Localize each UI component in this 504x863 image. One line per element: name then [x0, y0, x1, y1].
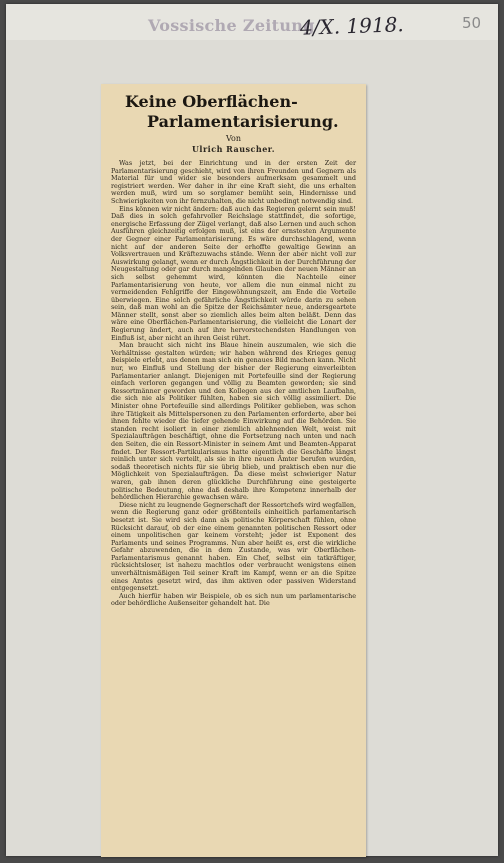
paragraph-3: Man braucht sich nicht ins Blaue hinein auszumalen, wie sich die Verhältnisse gestalten würden; wir haben während des Krieges genug Beispiele erlebt, aus denen man sich ein genaues Bild machen kann. Nicht nur, wo Einfluß und Stellung der bisher der Regierung einverleibten Parlamentarier anlangt. Diejenigen mit Portefeuille sind der Regierung einfach verloren gegangen und völlig zu Beamten geworden; sie sind Ressortmänner geworden und den Kollegen aus der amtlichen Laufbahn, die sich nie als Politiker fühlten, haben sie sich völlig assimiliert. Die Minister ohne Portefeuille sind allerdings Politiker geblieben, was schon ihre Tätigkeit als Mittelspersonen zu den Parlamenten erforderte, aber bei ihnen fehlte wieder die tiefer gehende Einwirkung auf die Behörden. Sie standen recht isoliert in einer ziemlich ablehnenden Welt, weist mit Spezialaufträgen beschäftigt, ohne die Fortsetzung nach unten und nach den Seiten, die ein Ressort-Minister in seinem Amt und Beamten-Apparat findet. Der Ressort-Partikularismus hatte eigentlich die Geschäfte längst reinlich unter sich verteilt, als sie in ihre neuen Ämter berufen wurden, sodaß theoretisch nichts für sie übrig blieb, und praktisch eben nur die Möglichkeit von Spezialaufträgen. Da diese meist schwieriger Natur waren, gab ihnen deren glückliche Durchführung eine gesteigerte politische Bedeutung, ohne daß deshalb ihre Kompetenz innerhalb der behördlichen Hierarchie gewachsen wäre. [111, 341, 356, 502]
byline-von: Von [225, 134, 241, 143]
newspaper-stamp: Vossische Zeitung [148, 16, 315, 35]
paragraph-4: Diese nicht zu leugnende Gegnerschaft der Ressortchefs wird wegfallen, wenn die Regierung ganz oder größtenteils einheitlich parlamentarisch besetzt ist. Sie wird sich dann als politische Körperschaft fühlen, ohne Rücksicht darauf, ob der eine einem genannten politischen Ressort oder einem unpolitischen gar keinem vorsteht; jeder ist Exponent des Parlaments und seines Programms. Nun aber heißt es, erst die wirkliche Gefahr abzuwenden, die in dem Zustande, was wir Oberflächen-Parlamentarismus genannt haben. Ein Chef, selbst ein tatkräftiger, rücksichtsloser, ist nahezu machtlos oder verbraucht wenigstens einen unverhältnismäßigen Teil seiner Kraft im Kampf, wenn er an die Spitze eines Amtes gesetzt wird, das ihm aktiven oder passiven Widerstand entgegensetzt. [111, 500, 356, 593]
page-number: 50 [462, 14, 482, 32]
newspaper-clipping [101, 84, 366, 857]
paragraph-2: Eins können wir nicht ändern: daß auch das Regieren gelernt sein muß! Daß dies in solch gefahrvoller Reichslage stattfindet, die sofortige, energische Erfassung der Zügel verlangt, daß also Lernen und auch schon Ausführen gleichzeitig erfolgen muß, ist eins der ernstesten Argumente der Gegner einer Parlamentarisierung. Es wäre durchschlagend, wenn nicht auf der anderen Seite der erhoffte gewaltige Gewinn an Volksvertrauen und Kräftezuwachs stände. Wenn der aber nicht voll zur Auswirkung gelangt, wenn er durch Ängstlichkeit in der Durchführung der Neugestaltung oder gar durch mangelnden Glauben der neuen Männer an sich selbst gehemmt wird, könnten die Nachteile einer Parlamentarisierung von heute, vor allem die nun einmal nicht zu vermeidenden Fehlgriffe der Eingewöhnungszeit, am Ende die Vorteile überwiegen. Eine solch gefährliche Ängstlichkeit würde darin zu sehen sein, daß man wohl an die Spitze der Reichsämter neue, andersgeartete Männer stellt, sonst aber so ziemlich alles beim alten beläßt. Denn das wäre eine Oberflächen-Parlamentarisierung, die vielleicht die Lonart der Regierung ändert, auch auf ihre hervorstechendsten Handlungen von Einfluß ist, aber nicht an ihren Geist rührt. [111, 204, 356, 342]
byline [101, 134, 366, 154]
headline-line-2: Parlamentarisierung. [147, 112, 339, 131]
paragraph-5: Auch hierfür haben wir Beispiele, ob es sich nun um parlamentarische oder behördliche Außenseiter gehandelt hat. Die [111, 591, 356, 608]
article-body [111, 160, 356, 608]
author-name: Ulrich Rauscher. [191, 144, 276, 154]
paragraph-1: Was jetzt, bei der Einrichtung und in der ersten Zeit der Parlamentarisierung geschieht, wird von ihren Freunden und Gegnern als Material für und wider sie besonders aufmerksam gesammelt und registriert werden. Wer daher in ihr eine Kraft sieht, die uns erhalten werden muß, wird um so sorglamer bemüht sein, Hindernisse und Schwierigkeiten von ihr fernzuhalten, die nicht unbedingt notwendig sind. [111, 159, 356, 205]
handwritten-date: 4/X. 1918. [299, 12, 405, 40]
scrapbook-page [6, 4, 498, 856]
article-headline [125, 92, 365, 132]
headline-line-1: Keine Oberflächen- [125, 92, 298, 111]
